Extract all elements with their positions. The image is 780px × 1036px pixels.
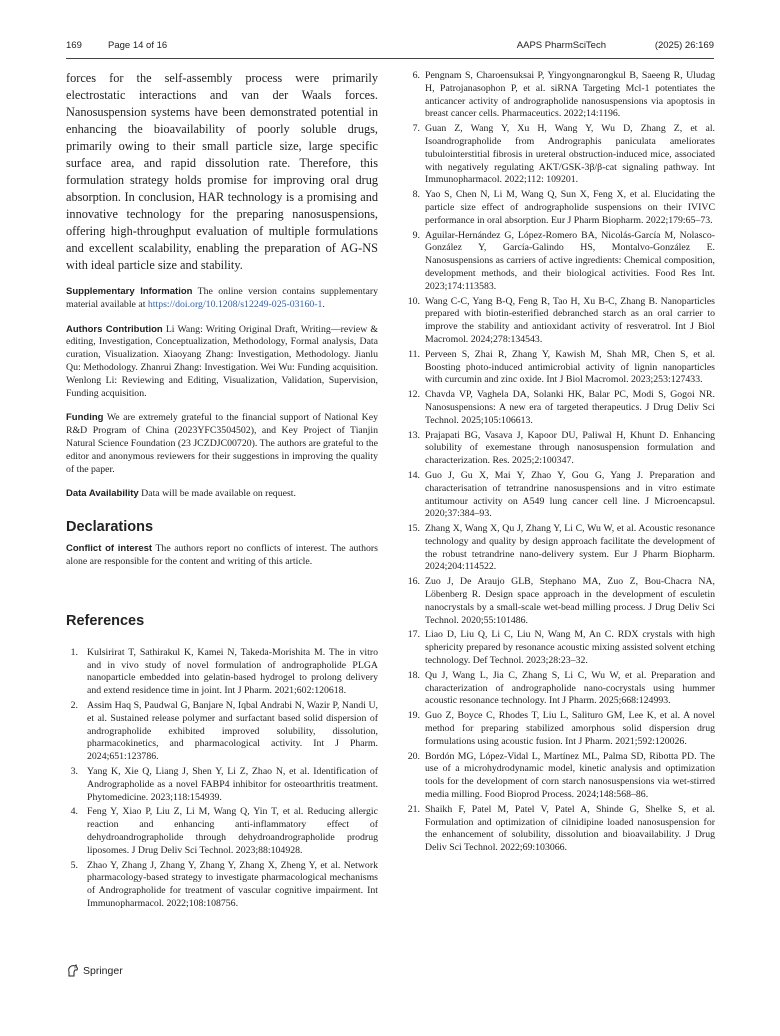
reference-number: 8.: [412, 189, 420, 201]
reference-text: Shaikh F, Patel M, Patel V, Patel A, Shinde G, Shelke S, et al. Formulation and optimization of cilnidipine loaded nanosuspension for the enhancement of solubility, dissolution and bioavailability. J Drug Deliv Sci Technol. 2022;69:103066.: [425, 803, 715, 854]
reference-number: 19.: [407, 710, 420, 722]
springer-horse-icon: [66, 964, 79, 977]
reference-number: 20.: [407, 750, 420, 762]
reference-number: 12.: [407, 389, 420, 401]
reference-text: Zuo J, De Araujo GLB, Stephano MA, Zuo Z, Bou-Chacra NA, Löbenberg R. Design space approach in the development of esculetin nanocrystals by a small-scale wet-bead milling process. J Drug Deliv Sci Technol. 2020;55:101486.: [425, 576, 715, 626]
reference-text: Yang K, Xie Q, Liang J, Shen Y, Li Z, Zhao N, et al. Identification of Andrographolide as a novel FABP4 inhibitor for osteoarthritis treatment. Phytomedicine. 2023;118:154939.: [87, 765, 378, 803]
publisher-name: Springer: [83, 964, 123, 977]
reference-text: Guo Z, Boyce C, Rhodes T, Liu L, Salituro GM, Lee K, et al. A novel method for preparing stabilized amorphous solid dispersion drug formulations using acoustic fusion. Int J Pharm. 2021;592:120026.: [425, 710, 715, 747]
reference-item: [403, 523, 715, 574]
reference-number: 9.: [412, 229, 420, 241]
reference-number: 1.: [70, 646, 78, 658]
supplementary-link[interactable]: https://doi.org/10.1208/s12249-025-03160-1: [147, 298, 323, 310]
reference-text: Guan Z, Wang Y, Xu H, Wang Y, Wu D, Zhang Z, et al. Isoandrographolide from Andrographis paniculata ameliorates tubulointerstitial fibrosis in ureteral obstruction-induced mice, associated with negatively regulating AKT/GSK-3β/β-cat signaling pathway. Int Immunopharmacol. 2022;112: 109201.: [425, 123, 715, 186]
reference-item: [403, 349, 715, 387]
reference-text: Yao S, Chen N, Li M, Wang Q, Sun X, Feng X, et al. Elucidating the particle size effect of andrographolide suspensions on their IVIVC performance in oral absorption. Eur J Pharm Biopharm. 2022;179:65–73.: [425, 189, 715, 226]
reference-item: [66, 806, 378, 857]
reference-item: [403, 430, 715, 468]
funding-text: We are extremely grateful to the financial support of National Key R&D Program of China (2023YFC3504502), and Key Project of Tianjin Natural Science Foundation (23 JCZDJC00720). The authors are grateful to the editor and anonymous reviewers for their suggestions in improving the quality of the paper.: [66, 412, 378, 475]
journal-name: AAPS PharmSciTech: [516, 40, 606, 51]
reference-text: Liao D, Liu Q, Li C, Liu N, Wang M, An C. RDX crystals with high sphericity prepared by resonance acoustic mixing assisted solvent etching technology. Def Technol. 2023;28:23–32.: [425, 629, 715, 667]
reference-number: 21.: [407, 803, 420, 815]
reference-number: 18.: [407, 669, 420, 681]
reference-item: [403, 70, 715, 121]
reference-number: 10.: [407, 295, 420, 307]
references-list-left: [66, 647, 378, 911]
reference-text: Assim Haq S, Paudwal G, Banjare N, Iqbal Andrabi N, Wazir P, Nandi U, et al. Sustained release polymer and surfactant based solid dispersion of andrographolide exhibited improved solubility, dissolution, pharmacokinetics, and pharmacological activity. Int J Pharm. 2024;651:123786.: [87, 699, 378, 763]
reference-number: 11.: [408, 348, 420, 360]
publisher-footer: [66, 964, 123, 977]
reference-number: 6.: [412, 70, 420, 81]
declarations-title: Declarations: [66, 519, 154, 536]
authors-contribution-heading: Authors Contribution: [66, 323, 163, 335]
reference-text: Kulsirirat T, Sathirakul K, Kamei N, Takeda-Morishita M. The in vitro and in vivo study of novel formulation of andrographolide PLGA nanoparticle embedded into gelatin-based hydrogel to prolong delivery and extend residence time in joint. Int J Pharm. 2021;602:120618.: [87, 646, 378, 697]
supplementary-section: [66, 286, 378, 312]
reference-item: [403, 629, 715, 667]
reference-item: [403, 389, 715, 427]
conflict-text: The authors report no conflicts of interest. The authors alone are responsible for the content and writing of this article.: [66, 543, 378, 567]
reference-item: [66, 700, 378, 764]
supplementary-heading: Supplementary Information: [66, 286, 193, 297]
left-column: [66, 70, 378, 913]
data-availability-text: Data will be made available on request.: [141, 488, 296, 500]
funding-heading: Funding: [66, 412, 104, 424]
reference-number: 2.: [70, 699, 78, 711]
reference-number: 17.: [407, 629, 420, 641]
reference-item: [66, 647, 378, 698]
reference-text: Pengnam S, Charoensuksai P, Yingyongnarongkul B, Saeeng R, Uludag H, Patrojanasophon P, et al. siRNA Targeting Mcl-1 potentiates the anticancer activity of andrographolide nanosuspensions via apoptosis in breast cancer cells. Pharmaceutics. 2022;14:1196.: [425, 70, 715, 120]
reference-number: 3.: [70, 765, 78, 777]
references-title: References: [66, 612, 145, 629]
data-availability-section: [66, 488, 378, 501]
reference-item: [403, 296, 715, 347]
reference-item: [403, 804, 715, 855]
reference-text: Prajapati BG, Vasava J, Kapoor DU, Paliwal H, Khunt D. Enhancing solubility of exemestane through nanosuspension formulation and characterization. Res. 2025;2:100347.: [425, 429, 715, 467]
running-header: [66, 40, 714, 56]
reference-item: [403, 230, 715, 294]
reference-item: [403, 189, 715, 227]
data-availability-heading: Data Availability: [66, 488, 139, 500]
reference-item: [403, 123, 715, 187]
right-column: [403, 70, 715, 857]
conclusion-paragraph: forces for the self-assembly process were primarily electrostatic interactions and van der Waals forces. Nanosuspension systems have been demonstrated potential in enhancing the bioavailability of poorly soluble drugs, primarily owing to their small particle size, large specific surface area, and rapid dissolution rate. Therefore, this formulation strategy holds promise for improving oral drug absorption. In conclusion, HAR technology is a promising and innovative technology for the preparing nanosuspensions, offering high-throughput evaluation of multiple formulations and excellent scalability, enabling the preparation of AG-NS with ideal particle size and stability.: [66, 71, 378, 272]
reference-item: [403, 576, 715, 627]
reference-item: [66, 860, 378, 911]
reference-text: Zhao Y, Zhang J, Zhang Y, Zhang Y, Zhang X, Zheng Y, et al. Network pharmacology-based strategy to investigate pharmacological mechanisms of Andrographolide for treatment of vascular cognitive impairment. Int Immunopharmacol. 2022;108:108756.: [87, 859, 378, 909]
authors-contribution-text: Li Wang: Writing Original Draft, Writing—review & editing, Investigation, Conceptualization, Methodology, Formal analysis, Data curation, Visualization. Xiaoyang Zhang: Investigation, Methodology. Jianlu Qu: Methodology. Zhanrui Zhang: Investigation. Wei Wu: Funding acquisition. Wenlong Li: Reviewing and Editing, Visualization, Validation, Supervision, Funding acquisition.: [66, 323, 378, 399]
reference-item: [403, 470, 715, 521]
conflict-section: [66, 543, 378, 569]
reference-text: Feng Y, Xiao P, Liu Z, Li M, Wang Q, Yin T, et al. Reducing allergic reaction and enhancing anti-inflammatory effect of dehydroandrographolide through dehydroandrographolide prodrug liposomes. J Drug Deliv Sci Technol. 2023;88:104928.: [87, 806, 378, 856]
reference-number: 4.: [70, 806, 78, 818]
authors-contribution-section: [66, 324, 378, 401]
reference-text: Perveen S, Zhai R, Zhang Y, Kawish M, Shah MR, Chen S, et al. Boosting photo-induced antimicrobial activity of lignin nanoparticles with curcumin and zinc oxide. Int J Biol Macromol. 2023;253:127433.: [425, 348, 715, 386]
supplementary-end: .: [322, 298, 325, 310]
page-of-label: Page 14 of 16: [108, 40, 168, 51]
reference-number: 15.: [407, 523, 420, 535]
reference-number: 14.: [407, 469, 420, 481]
references-list-right: [403, 70, 715, 855]
reference-item: [403, 710, 715, 748]
reference-item: [66, 766, 378, 804]
reference-number: 5.: [70, 859, 78, 871]
reference-text: Bordón MG, López-Vidal L, Martínez ML, Palma SD, Ribotta PD. The use of a microhydrodynamic model, kinetic analysis and optimization tools for the development of corn starch nanosuspensions via wet-stirred media milling. Food Bioprod Process. 2024;148:568–86.: [425, 750, 715, 801]
reference-text: Chavda VP, Vaghela DA, Solanki HK, Balar PC, Modi S, Gogoi NR. Nanosuspensions: A new era of targeted therapeutics. J Drug Deliv Sci Technol. 2025;105:106613.: [425, 389, 715, 426]
reference-text: Aguilar-Hernández G, López-Romero BA, Nicolás-García M, Nolasco-González Y, García-Galindo HS, Montalvo-González E. Nanosuspensions as carriers of active ingredients: Chemical composition, development methods, and their biological activities. Food Res Int. 2023;174:113583.: [425, 229, 715, 292]
reference-number: 7.: [412, 123, 420, 135]
page-number: 169: [66, 40, 82, 51]
reference-item: [403, 751, 715, 802]
year-volume: (2025) 26:169: [654, 40, 714, 51]
reference-number: 16.: [407, 576, 420, 588]
reference-text: Qu J, Wang L, Jia C, Zhang S, Li C, Wu W, et al. Preparation and characterization of andrographolide nano-cocrystals using hummer acoustic resonance technology. Int J Pharm. 2025;668:124993.: [425, 669, 715, 707]
supplementary-text: The online version contains supplementary material available at: [66, 286, 378, 310]
reference-text: Wang C-C, Yang B-Q, Feng R, Tao H, Xu B-C, Zhang B. Nanoparticles prepared with biotin-esterified debranched starch as an oral carrier to improve the stability and antioxidant activity of resveratrol. Int J Biol Macromol. 2024;278:134543.: [425, 295, 715, 345]
reference-number: 13.: [407, 429, 420, 441]
reference-item: [403, 670, 715, 708]
reference-text: Zhang X, Wang X, Qu J, Zhang Y, Li C, Wu W, et al. Acoustic resonance technology and quality by design approach facilitate the development of the robust tetrandrine nano-delivery system. Eur J Pharm Biopharm. 2024;204:114522.: [425, 523, 715, 573]
funding-section: [66, 412, 378, 476]
reference-text: Guo J, Gu X, Mai Y, Zhao Y, Gou G, Yang J. Preparation and characterisation of tetrandrine nanosuspensions and in vitro estimate antitumour activity on A549 lung cancer cell line. J Microencapsul. 2020;37:384–93.: [425, 469, 715, 520]
conflict-heading: Conflict of interest: [66, 543, 153, 555]
header-rule: [66, 58, 714, 59]
